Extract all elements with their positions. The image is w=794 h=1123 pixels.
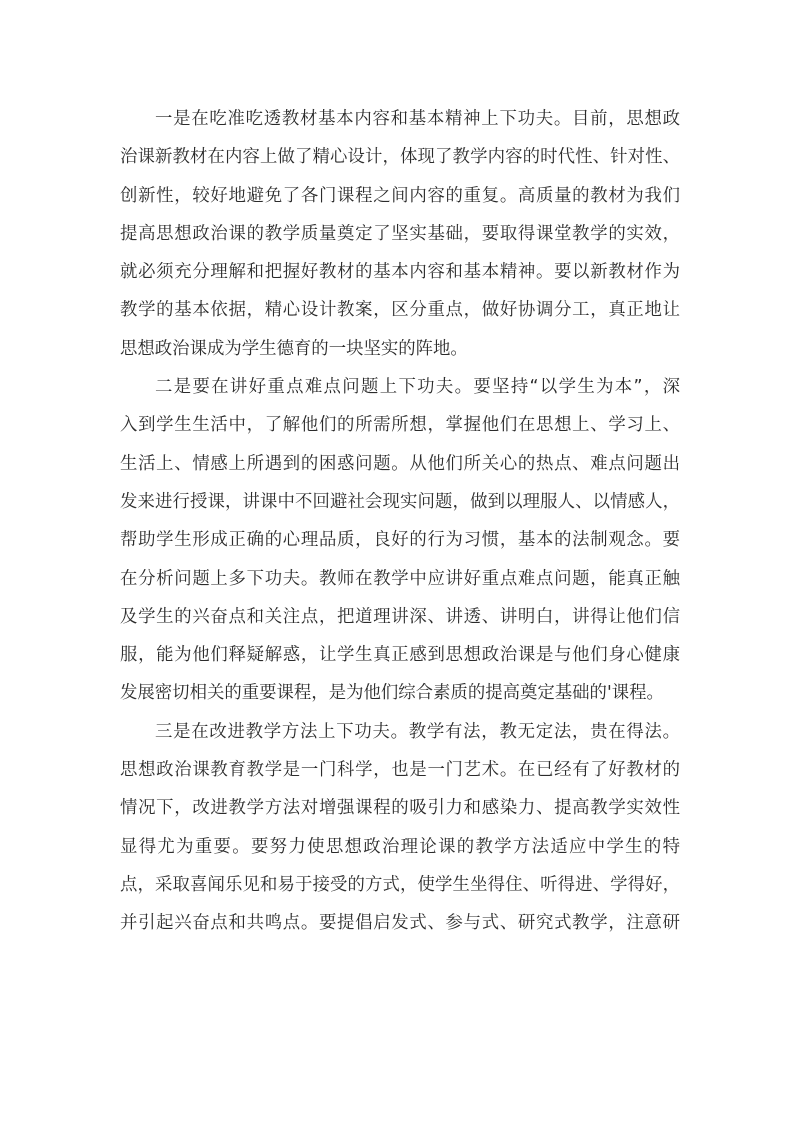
paragraph-3 — [120, 713, 680, 943]
text-line: 提高思想政治课的教学质量奠定了坚实基础，要取得课堂教学的实效， — [120, 223, 680, 244]
text-line: 思想政治课教育教学是一门科学，也是一门艺术。在已经有了好教材的 — [120, 760, 680, 781]
text-line: 生活上、情感上所遇到的困惑问题。从他们所关心的热点、难点问题出 — [120, 453, 680, 474]
paragraph-1 — [120, 100, 680, 368]
text-line: 创新性，较好地避免了各门课程之间内容的重复。高质量的教材为我们 — [120, 185, 680, 206]
paragraph-2 — [120, 368, 680, 713]
text-line: 治课新教材在内容上做了精心设计，体现了教学内容的时代性、针对性、 — [120, 147, 680, 168]
text-line: 思想政治课成为学生德育的一块坚实的阵地。 — [120, 338, 468, 359]
text-line: 就必须充分理解和把握好教材的基本内容和基本精神。要以新教材作为 — [120, 262, 680, 283]
text-line: 一是在吃准吃透教材基本内容和基本精神上下功夫。目前，思想政 — [155, 109, 680, 129]
text-line: 入到学生生活中，了解他们的所需所想，掌握他们在思想上、学习上、 — [120, 415, 680, 436]
text-line: 情况下，改进教学方法对增强课程的吸引力和感染力、提高教学实效性 — [120, 798, 680, 819]
text-line: 发展密切相关的重要课程，是为他们综合素质的提高奠定基础的'课程。 — [120, 683, 664, 704]
text-line: 三是在改进教学方法上下功夫。教学有法，教无定法，贵在得法。 — [155, 721, 680, 742]
text-line: 及学生的兴奋点和关注点，把道理讲深、讲透、讲明白，讲得让他们信 — [120, 606, 680, 627]
text-line: 二是要在讲好重点难点问题上下功夫。要坚持“以学生为本”，深 — [155, 377, 680, 398]
text-line: 在分析问题上多下功夫。教师在教学中应讲好重点难点问题，能真正触 — [120, 568, 680, 589]
text-line: 发来进行授课，讲课中不回避社会现实问题，做到以理服人、以情感人， — [120, 491, 680, 512]
text-line: 帮助学生形成正确的心理品质，良好的行为习惯，基本的法制观念。要 — [120, 530, 680, 551]
text-line: 并引起兴奋点和共鸣点。要提倡启发式、参与式、研究式教学，注意研 — [120, 913, 680, 934]
text-line: 显得尤为重要。要努力使思想政治理论课的教学方法适应中学生的特 — [120, 836, 680, 857]
text-line: 点，采取喜闻乐见和易于接受的方式，使学生坐得住、听得进、学得好， — [120, 874, 680, 895]
text-line: 服，能为他们释疑解惑，让学生真正感到思想政治课是与他们身心健康 — [120, 645, 680, 666]
text-line: 教学的基本依据，精心设计教案，区分重点，做好协调分工，真正地让 — [120, 300, 680, 321]
body-text — [120, 100, 680, 943]
